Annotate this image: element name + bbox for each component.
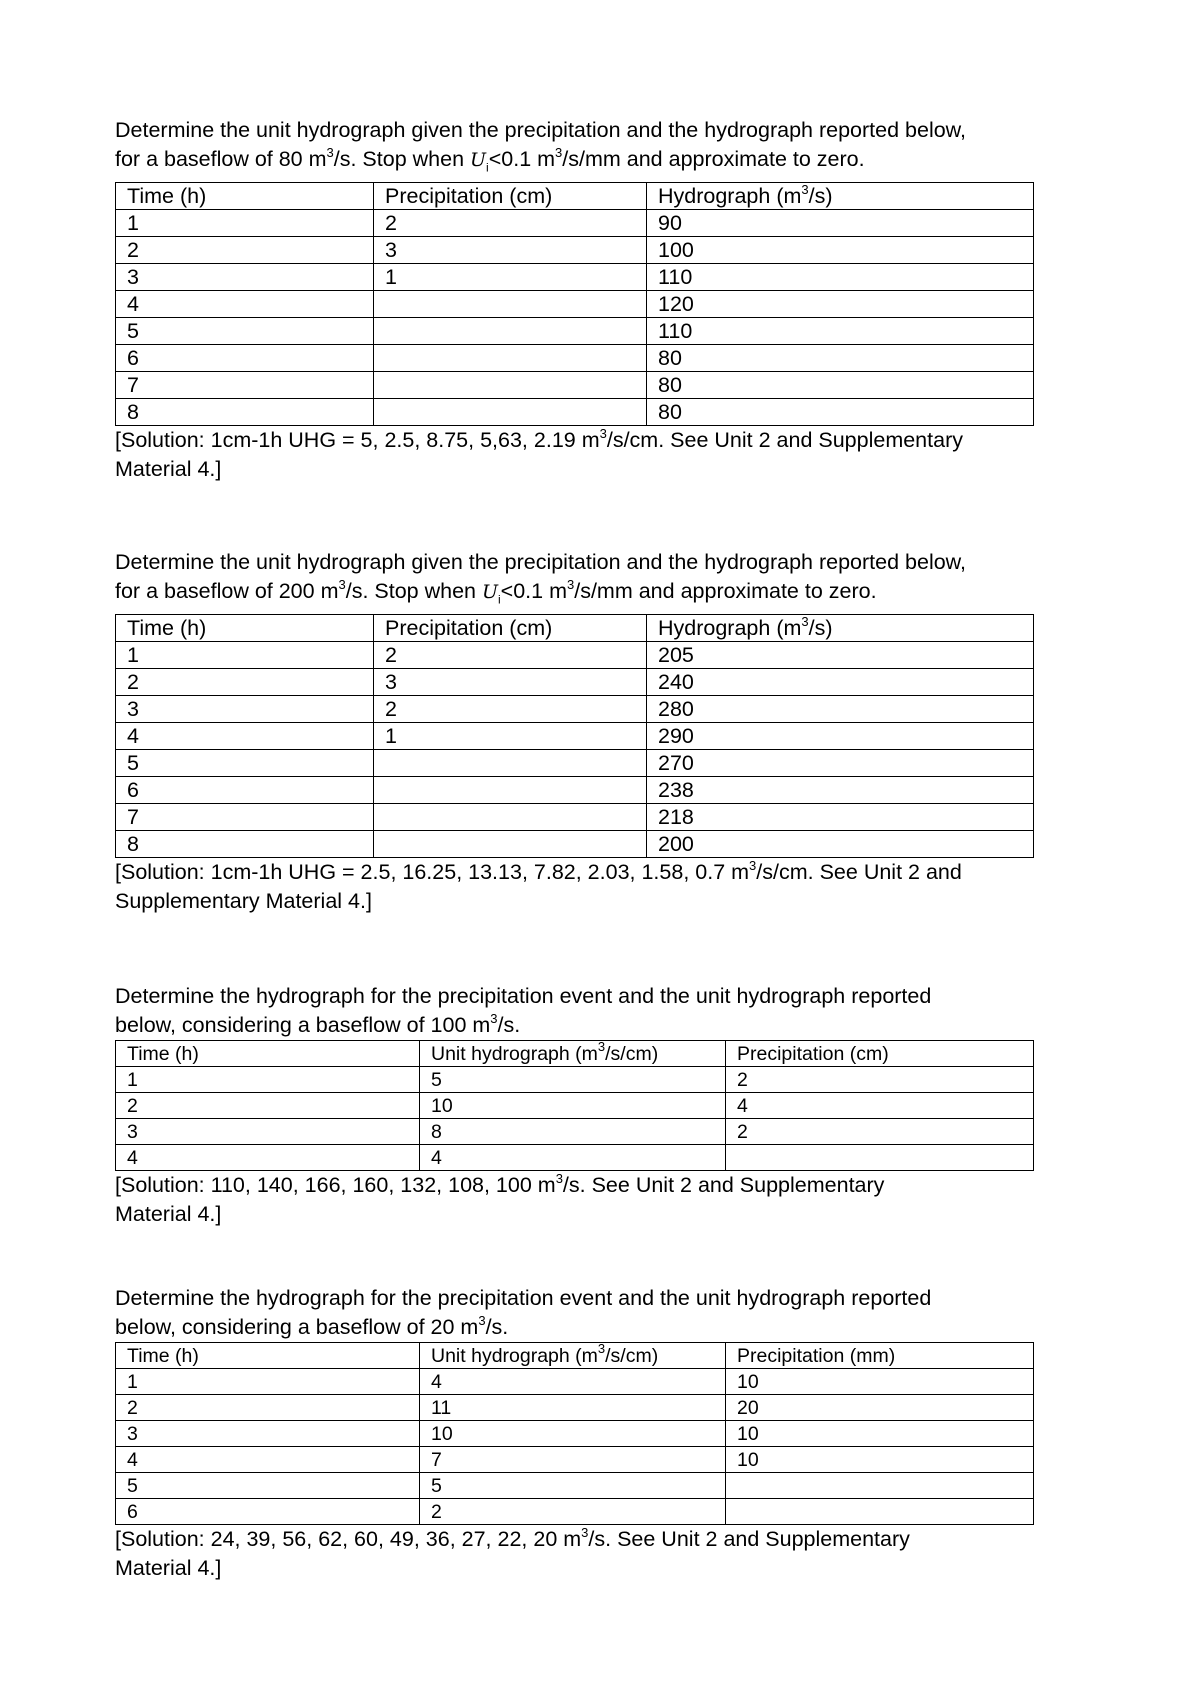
header-cell: Time (h) xyxy=(116,1041,420,1067)
problem-1 xyxy=(115,116,1033,484)
table-header-row xyxy=(116,615,1034,642)
problem-4-intro: Determine the hydrograph for the precipitation event and the unit hydrograph reported below, considering a baseflow of 20 $m^3/s$. xyxy=(115,1286,932,1339)
problem-2 xyxy=(115,548,1033,916)
table-header-row xyxy=(116,183,1034,210)
problem-4 xyxy=(115,1284,1033,1583)
table-row: 4 120 xyxy=(116,291,1034,318)
variable-u: U xyxy=(481,581,498,603)
header-cell: Unit hydrograph $(m^3/s/cm)$ xyxy=(420,1343,726,1369)
header-cell: Time (h) xyxy=(116,615,374,642)
header-cell: Unit hydrograph $(m^3/s/cm)$ xyxy=(420,1041,726,1067)
header-cell: Time (h) xyxy=(116,183,374,210)
table-row: 4 1 290 xyxy=(116,723,1034,750)
problem-4-solution: [Solution: 24, 39, 56, 62, 60, 49, 36, 27, 22, 20 $m^3/s$. See Unit 2 and Supplementary Material 4.] xyxy=(115,1524,910,1580)
problem-1-solution: [Solution: 1cm-1h UHG = 5, 2.5, 8.75, 5,63, 2.19 $m^3/s/cm$. See Unit 2 and Supplementary Material 4.] xyxy=(115,426,963,482)
table-row: 1 2 205 xyxy=(116,642,1034,669)
table-row: 2 3 240 xyxy=(116,669,1034,696)
table-row: 8 80 xyxy=(116,399,1034,426)
variable-u: U xyxy=(470,149,487,171)
table-row: 2 3 100 xyxy=(116,237,1034,264)
table-row: 8 200 xyxy=(116,831,1034,858)
problem-2-solution: [Solution: 1cm-1h UHG = 2.5, 16.25, 13.13, 7.82, 2.03, 1.58, 0.7 $m^3/s/cm$. See Unit 2 and Supplementary Material 4.] xyxy=(115,858,962,914)
table-row: 5 110 xyxy=(116,318,1034,345)
problem-2-table xyxy=(115,614,1034,858)
header-cell: Precipitation (cm) xyxy=(374,183,647,210)
table-row: 7 218 xyxy=(116,804,1034,831)
table-row: 3 2 280 xyxy=(116,696,1034,723)
table-row: 3 1 110 xyxy=(116,264,1034,291)
table-row: 7 80 xyxy=(116,372,1034,399)
header-cell: Time (h) xyxy=(116,1343,420,1369)
table-row: 6 2 xyxy=(116,1499,1034,1525)
table-row: 1 4 10 xyxy=(116,1369,1034,1395)
table-row: 6 80 xyxy=(116,345,1034,372)
table-row: 2 11 20 xyxy=(116,1395,1034,1421)
table-row: 5 270 xyxy=(116,750,1034,777)
problem-1-intro: Determine the unit hydrograph given the precipitation and the hydrograph reported below, for a baseflow of 80 $m^3/s$. Stop when $U_i<0.1$ $m^3/s/mm$ and approximate to zero. xyxy=(115,118,966,175)
header-cell: Hydrograph $(m^3/s)$ xyxy=(647,183,1034,210)
table-row: 1 2 90 xyxy=(116,210,1034,237)
table-row: 3 10 10 xyxy=(116,1421,1034,1447)
problem-1-table xyxy=(115,182,1034,426)
table-row: 5 5 xyxy=(116,1473,1034,1499)
table-row: 4 4 xyxy=(116,1145,1034,1171)
table-row: 1 5 2 xyxy=(116,1067,1034,1093)
table-row: 6 238 xyxy=(116,777,1034,804)
problem-3 xyxy=(115,982,1033,1229)
header-cell: Hydrograph $(m^3/s)$ xyxy=(647,615,1034,642)
problem-4-table xyxy=(115,1342,1034,1525)
header-cell: Precipitation (mm) xyxy=(726,1343,1034,1369)
problem-3-table xyxy=(115,1040,1034,1171)
problem-3-intro: Determine the hydrograph for the precipitation event and the unit hydrograph reported below, considering a baseflow of 100 $m^3/s$. xyxy=(115,984,932,1037)
header-cell: Precipitation (cm) xyxy=(374,615,647,642)
table-row: 2 10 4 xyxy=(116,1093,1034,1119)
table-row: 3 8 2 xyxy=(116,1119,1034,1145)
problem-3-solution: [Solution: 110, 140, 166, 160, 132, 108, 100 $m^3/s$. See Unit 2 and Supplementary Material 4.] xyxy=(115,1170,885,1226)
table-header-row xyxy=(116,1041,1034,1067)
header-cell: Precipitation (cm) xyxy=(726,1041,1034,1067)
table-row: 4 7 10 xyxy=(116,1447,1034,1473)
table-header-row xyxy=(116,1343,1034,1369)
problem-2-intro: Determine the unit hydrograph given the precipitation and the hydrograph reported below, for a baseflow of 200 $m^3/s$. Stop when $U_i<0.1$ $m^3/s/mm$ and approximate to zero. xyxy=(115,550,966,607)
